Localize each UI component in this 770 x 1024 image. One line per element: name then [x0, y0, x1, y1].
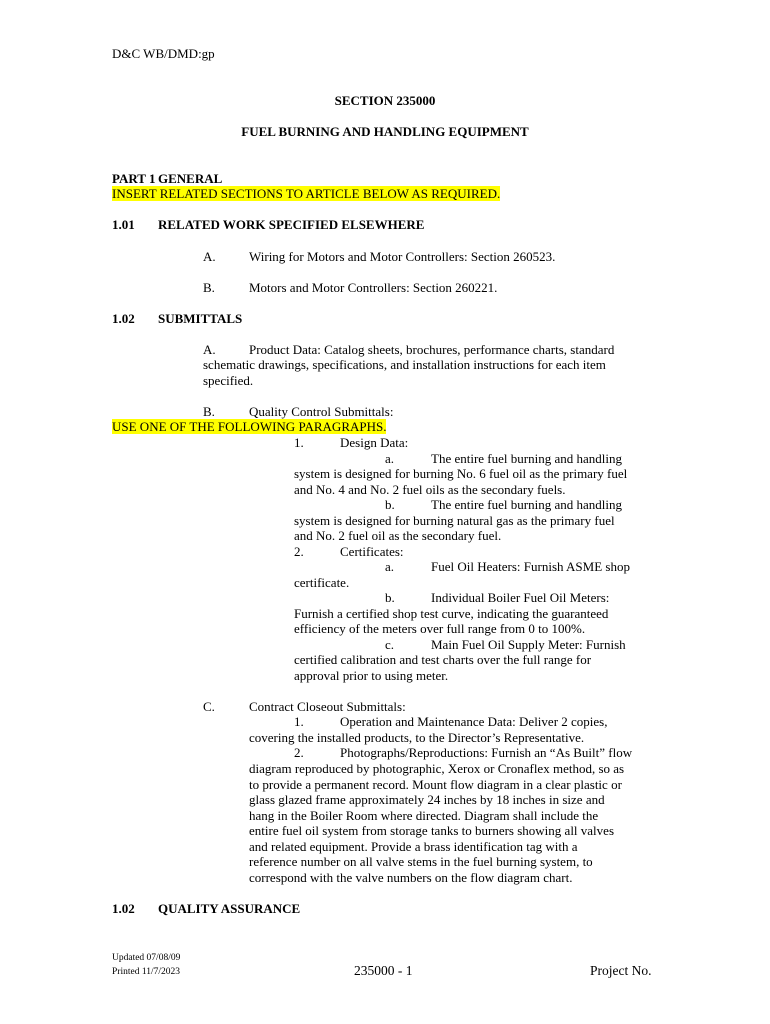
- subitem-label: 2.: [294, 745, 304, 760]
- subsubitem-text: Fuel Oil Heaters: Furnish ASME shop: [431, 559, 630, 574]
- item-label: A.: [203, 342, 216, 357]
- article-number: 1.02: [112, 901, 135, 916]
- article-title: SUBMITTALS: [158, 311, 243, 326]
- item-text: Wiring for Motors and Motor Controllers: Section 260523.: [249, 249, 556, 264]
- subsubitem-text: efficiency of the meters over full range from 0 to 100%.: [294, 621, 586, 636]
- subsubitem-text: Individual Boiler Fuel Oil Meters:: [431, 590, 610, 605]
- footer-updated: Updated 07/08/09: [112, 953, 181, 963]
- item-label: B.: [203, 404, 215, 419]
- item-text: Contract Closeout Submittals:: [249, 699, 406, 714]
- item-text: Product Data: Catalog sheets, brochures, performance charts, standard: [249, 342, 615, 357]
- footer-printed: Printed 11/7/2023: [112, 967, 180, 977]
- subsubitem-label: a.: [385, 451, 395, 466]
- subitem-text: glass glazed frame approximately 24 inches by 18 inches in size and: [249, 792, 605, 807]
- article-number: 1.02: [112, 311, 135, 326]
- footer-page-number: 235000 - 1: [354, 963, 413, 978]
- section-number: SECTION 235000: [334, 93, 436, 108]
- subsubitem-text: certificate.: [294, 575, 350, 590]
- subitem-text: hang in the Boiler Room where directed. Diagram shall include the: [249, 808, 599, 823]
- subsubitem-text: The entire fuel burning and handling: [431, 451, 622, 466]
- subsubitem-label: b.: [385, 590, 395, 605]
- subsubitem-text: The entire fuel burning and handling: [431, 497, 622, 512]
- article-number: 1.01: [112, 217, 135, 232]
- subsubitem-label: c.: [385, 637, 395, 652]
- subsubitem-label: b.: [385, 497, 395, 512]
- item-label: C.: [203, 699, 215, 714]
- item-text: schematic drawings, specifications, and installation instructions for each item: [203, 357, 606, 372]
- specifier-note: USE ONE OF THE FOLLOWING PARAGRAPHS.: [112, 419, 387, 434]
- subitem-text: Photographs/Reproductions: Furnish an “As Built” flow: [340, 745, 633, 760]
- part-title: GENERAL: [158, 171, 223, 186]
- subitem-text: Operation and Maintenance Data: Deliver 2 copies,: [340, 714, 608, 729]
- subsubitem-text: and No. 4 and No. 2 fuel oils as the secondary fuels.: [294, 482, 566, 497]
- article-title: RELATED WORK SPECIFIED ELSEWHERE: [158, 217, 425, 232]
- subsubitem-text: certified calibration and test charts over the full range for: [294, 652, 592, 667]
- subsubitem-text: system is designed for burning No. 6 fuel oil as the primary fuel: [294, 466, 628, 481]
- subsubitem-text: Furnish a certified shop test curve, indicating the guaranteed: [294, 606, 609, 621]
- header-initials: D&C WB/DMD:gp: [112, 46, 215, 61]
- subitem-label: 1.: [294, 714, 304, 729]
- specifier-note: INSERT RELATED SECTIONS TO ARTICLE BELOW AS REQUIRED.: [112, 186, 501, 201]
- subsubitem-text: approval prior to using meter.: [294, 668, 449, 683]
- item-label: A.: [203, 249, 216, 264]
- subsubitem-text: and No. 2 fuel oil as the secondary fuel.: [294, 528, 502, 543]
- footer-project-number: Project No.: [590, 963, 652, 978]
- subitem-text: to provide a permanent record. Mount flow diagram in a clear plastic or: [249, 777, 622, 792]
- part-label: PART 1: [112, 171, 156, 186]
- subsubitem-label: a.: [385, 559, 395, 574]
- item-text: Quality Control Submittals:: [249, 404, 394, 419]
- article-title: QUALITY ASSURANCE: [158, 901, 301, 916]
- item-label: B.: [203, 280, 215, 295]
- item-text: Motors and Motor Controllers: Section 260221.: [249, 280, 498, 295]
- subitem-text: Certificates:: [340, 544, 404, 559]
- subitem-text: reference number on all valve stems in the fuel burning system, to: [249, 854, 593, 869]
- subitem-text: and related equipment. Provide a brass identification tag with a: [249, 839, 578, 854]
- subitem-text: entire fuel oil system from storage tanks to burners showing all valves: [249, 823, 615, 838]
- subitem-text: Design Data:: [340, 435, 409, 450]
- section-title: FUEL BURNING AND HANDLING EQUIPMENT: [241, 124, 529, 139]
- subsubitem-text: system is designed for burning natural gas as the primary fuel: [294, 513, 615, 528]
- subsubitem-text: Main Fuel Oil Supply Meter: Furnish: [431, 637, 626, 652]
- subitem-text: correspond with the valve numbers on the flow diagram chart.: [249, 870, 573, 885]
- subitem-text: diagram reproduced by photographic, Xerox or Cronaflex method, so as: [249, 761, 625, 776]
- subitem-label: 2.: [294, 544, 304, 559]
- subitem-text: covering the installed products, to the Director’s Representative.: [249, 730, 585, 745]
- subitem-label: 1.: [294, 435, 304, 450]
- item-text: specified.: [203, 373, 254, 388]
